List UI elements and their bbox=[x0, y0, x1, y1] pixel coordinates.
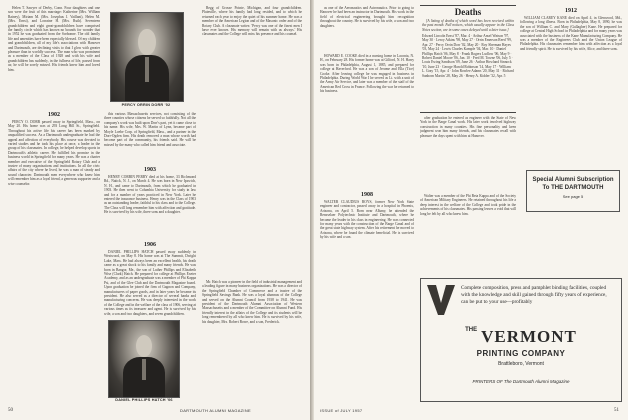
left-col2-top-text: this various Massachusetts services, not consisting of the three counties whose citizens he served so faithfully. Not all the company's work was built upon Dorr's part, yet it came close to his name. His wife, Mrs. W. Martin of Lynn, became part of Moyle Loebe Corp. of Springfield, Mass., and a partner in the Dorr-Ogden firm. His death removed a man whose worth had become part of the community, his friends said. He will be missed by the many who called him friend and associate. bbox=[104, 112, 196, 147]
right-col3-heading-1912: 1912 bbox=[565, 7, 577, 14]
percy-dorr-portrait bbox=[110, 12, 184, 102]
photo1-caption: PERCY ORRIN DORR '02 bbox=[121, 103, 171, 107]
ad-tagline: PRINTERS OF The Dartmouth Alumni Magazine bbox=[472, 379, 570, 384]
subscription-line1: Special Alumni Subscription bbox=[532, 177, 614, 183]
right-col1-bottom-text: WALTER CLAUDIUS ROYS, former New York State engineer and contractor, passed away in a hospital in Phoenix, Arizona, on April 5. Born near Albany, he attended the Rensselaer Polytechnic Institute and Dartmouth, where he became the leader in his class in engineering. He was connected for many years with the construction of the Barge Canal and of the great state highway system. After his retirement he moved to Arizona, where he found the climate beneficial. He is survived by his wife and a son. bbox=[320, 200, 414, 240]
subscription-line2: To THE DARTMOUTH bbox=[542, 185, 604, 191]
daniel-hatch-portrait bbox=[108, 320, 180, 398]
ad-location: Brattleboro, Vermont bbox=[498, 361, 544, 367]
deaths-title: Deaths bbox=[454, 7, 482, 17]
subscription-page-ref: See page 5 bbox=[562, 194, 584, 199]
deaths-top-rule bbox=[420, 5, 516, 6]
right-page-number: 51 bbox=[614, 408, 619, 413]
right-col1-heading-1908: 1908 bbox=[361, 191, 373, 198]
right-page bbox=[314, 0, 628, 420]
left-col3-top-text: Regg of Grosse Pointe, Michigan, and four grandchildren. Plainville, where his family had long resided, and to which he returned each year to enjoy the quiet of his summer home. He was a member of the American Legion and of the Masonic order and of the Rotary Club. A classmate writes: 'Percy was one of the finest men I have ever known. His memory will remain with us always.' His classmates and the College will miss his presence and his counsel. bbox=[202, 6, 302, 37]
right-footer: ISSUE of JULY 1957 bbox=[320, 408, 363, 413]
vermont-printing-ad bbox=[420, 278, 622, 402]
right-col2-mid-text: Walter was a member of the Phi Beta Kappa and of the Society of American Military Engineers. He retained throughout his life a deep interest in the welfare of the College and took pride in the achievements of his classmates. His passing leaves a void that will long be felt by all who knew him. bbox=[420, 194, 516, 216]
vermont-v-logo-icon bbox=[425, 283, 457, 317]
right-col1-mid-text: HOWARD E. COOKE died in a nursing home in Laconia, N. H., on February 28. His former home was at Gilford, N. H. Harry was born in Philadelphia, August 1, 1885, and prepared for college at Haverford. He was a son of Jerome and Ella (Tice) Cooke. After leaving college he was engaged in business in Philadelphia. During World War I he served as Lt. with a unit of the Army Air Service, and later was a member of the staff of the American Red Cross in France. Following the war he returned to his business. bbox=[320, 54, 414, 94]
ad-name-main: VERMONT bbox=[481, 327, 577, 346]
ad-body-text: Complete composition, press and pamphlet binding facilities, coupled with the knowledge and skill gained through fifty years of experience, can be put to your use—profitably bbox=[461, 285, 607, 305]
left-col1-bottom-text: PERCY O. DORR passed away in Springfield, Mass., on May 20. His home was at 293 Long Hill St., Springfield. Throughout his active life his career has been marked by unqualified success. As a Dartmouth undergraduate he had the appeal and affection of everybody. His course was devoted to varied studies and he took his place at once, a leader in the group of his classmates. In college, he helped develop sports in Dartmouth's athletic career. He fulfilled his promise in the business world in Springfield for many years. He was a charter member and executive of the Springfield Rotary Club and a trustee of many organizations and institutions. In all the civic affairs of the city where he lived, he was a man of steady and sound character. Dartmouth men everywhere who knew him will remember him as a loyal friend, a generous supporter and a wise counselor. bbox=[8, 120, 100, 186]
left-col3-bottom-text: Mr. Hatch was a pioneer in the field of industrial management and a leading figure in many business organizations. He was a director of the Springfield Chamber of Commerce and a trustee of the Springfield Savings Bank. He was a loyal alumnus of the College and served on the Alumni Council from 1938 to 1941. He was president of the Dartmouth Alumni Association of Western Massachusetts and a member of the Committee on Alumni Fund. His friendly interest in the affairs of the College and its students will be long remembered by all who knew him. He is survived by his wife, his daughter, Mrs. Robert Bowe, and a son, Frederick. bbox=[202, 280, 302, 324]
ad-company-name bbox=[427, 327, 615, 347]
left-col2-mid-text: HENRY CORBIN PERRY died at his home, 33 Richmond Rd., Natick, N. J., on March 4. He was born in New Ipswich, N. H., and came to Dartmouth, from which he graduated in 1903. He then went to Columbia University for study in law and for a number of years practiced in New York. Later he entered the insurance business. Henry was in the Class of 1903 as an outstanding leader, faithful to his class and to the College. The Class will long remember him with affection and gratitude. He is survived by his wife, three sons and a daughter. bbox=[104, 175, 196, 215]
left-footer: DARTMOUTH ALUMNI MAGAZINE bbox=[180, 408, 251, 413]
left-page bbox=[0, 0, 310, 420]
right-col1-top-text: as one of the Aeronautics and Astronautics. Prior to going to Hanover he had been an instructor in Dartmouth. His work in the field of electrical engineering brought him recognition throughout the country. He is survived by his wife, a son and two daughters. bbox=[320, 6, 414, 28]
deaths-intro: [A listing of deaths of which word has been received within the past month. Full notices, which usually appear in the Class Notes section, are in some cases delayed until a later issue.] bbox=[422, 19, 514, 32]
right-col2-top-text: after graduation he entered as engineer with the State of New York in the Barge Canal work. His later work involved highway construction in many counties. His fine personality and keen judgment won him many friends, and his classmates recall with pleasure the days spent with him at Hanover. bbox=[420, 116, 516, 138]
subscription-box bbox=[526, 170, 620, 212]
ad-name-prefix: THE bbox=[465, 327, 478, 333]
left-col2-heading-1903: 1903 bbox=[144, 166, 156, 173]
left-col2-bottom-text: DANIEL PHILLIPS HATCH passed away suddenly in Westwood, on May 8. His home was at The Summit, Dwight Lake, Mass. He had always been an excellent health, his death came as a great shock to his family and many friends. He was born in Bangor, Me., the son of Luther Phillips and Elizabeth Wise (Clark) Hatch. He prepared for college at Phillips Exeter Academy, and as an undergraduate was a member of Phi Kappa Psi, and of the Glee Club and the Dartmouth Magazine board. Upon graduation he joined the firm of Gagnon and Company, manufacturers of paper goods, and in later years he became its president. He also served as a director of several banks and manufacturing concerns. He was deeply interested in the work of the College and in the welfare of the class of 1906, serving at various times as its treasurer and agent. He is survived by his wife, a son and two daughters, and seven grandchildren. bbox=[104, 250, 196, 316]
left-page-number: 50 bbox=[8, 408, 13, 413]
right-col3-top-text: WILLIAM CLAREY KANE died on April 4, in Glenwood, Md., following a long illness. Born in Philadelphia, May 8, 1890, he was the son of William C. and Mary (Gallagher) Kane. He prepared for college at Central High School in Philadelphia and for many years was associated with the business of the Kane Manufacturing Company. He was a member of the Engineers Club and the Union League of Philadelphia. His classmates remember him with affection as a loyal and friendly spirit. He is survived by his wife, Alice, and three sons. bbox=[520, 16, 622, 51]
ad-name-suffix: PRINTING COMPANY bbox=[476, 349, 566, 358]
left-col1-heading: 1902 bbox=[48, 111, 60, 118]
photo2-caption: DANIEL PHILLIPS HATCH '06 bbox=[115, 398, 173, 402]
left-col1-top-text: Helen T. Sawyer of Derby, Conn. Four daughters and one son were the fruit of this marriage: Katherine (Mrs. William Rainey), Miriam M. (Mrs. Josephus J. Vaillant), Helen M. (Mrs. Ernst), and Lorraine H. (Mrs. Ruth). Seventeen grandchildren and eight great-grandchildren have comprised the family circle which has known no bounds for wonder that in 1952 he was graduated from the Sorbonne. The old family life and amenities have been especially blessed. Of my children and grandchildren, all of my life's associations with Hanover and Dartmouth, are declining visits to that I glow with greater pleasure than in worldly success. The man who was prominent as a member of the Class of 1928 and with his wife and grandchildren has suddenly, in the fullness of life, passed from us; he will be sorely missed. His friends knew him and loved him. bbox=[8, 6, 100, 72]
left-col2-heading-1906: 1906 bbox=[144, 241, 156, 248]
deaths-bottom-rule bbox=[420, 112, 516, 113]
deaths-list: Edward Lincoln Ernst '87, Mar. 4 · Arthur Ansel Watson '97, May 30 · Leroy Atkins '98, May 27 · Orrin Emerson Reed '99, Apr. 27 · Percy Orrin Dorr '02, May 20 · Roy Sherman Hayes '03, May 24 · Lewis Charles Kampfe '04, Mar. 10 · Daniel Phillips Hatch '06, May 8 · Frank Rogers Ludlow '06, May 9 · Robert Daniel Moore '06, Jan. 10 · Fred M. Towne '06, July 5 · Louis Ewing Sandison '09, June 26 · Arthur Howland Sinnock '10, June 23 · George Harold Robinson '14, May 17 · William L. Gray '15, Apr. 4 · John Rowlee Adams '20, May 31 · Richard Sanborn Martin '28, May 26 · Henry A. Kidder '32, Apr. 5 bbox=[422, 34, 514, 78]
